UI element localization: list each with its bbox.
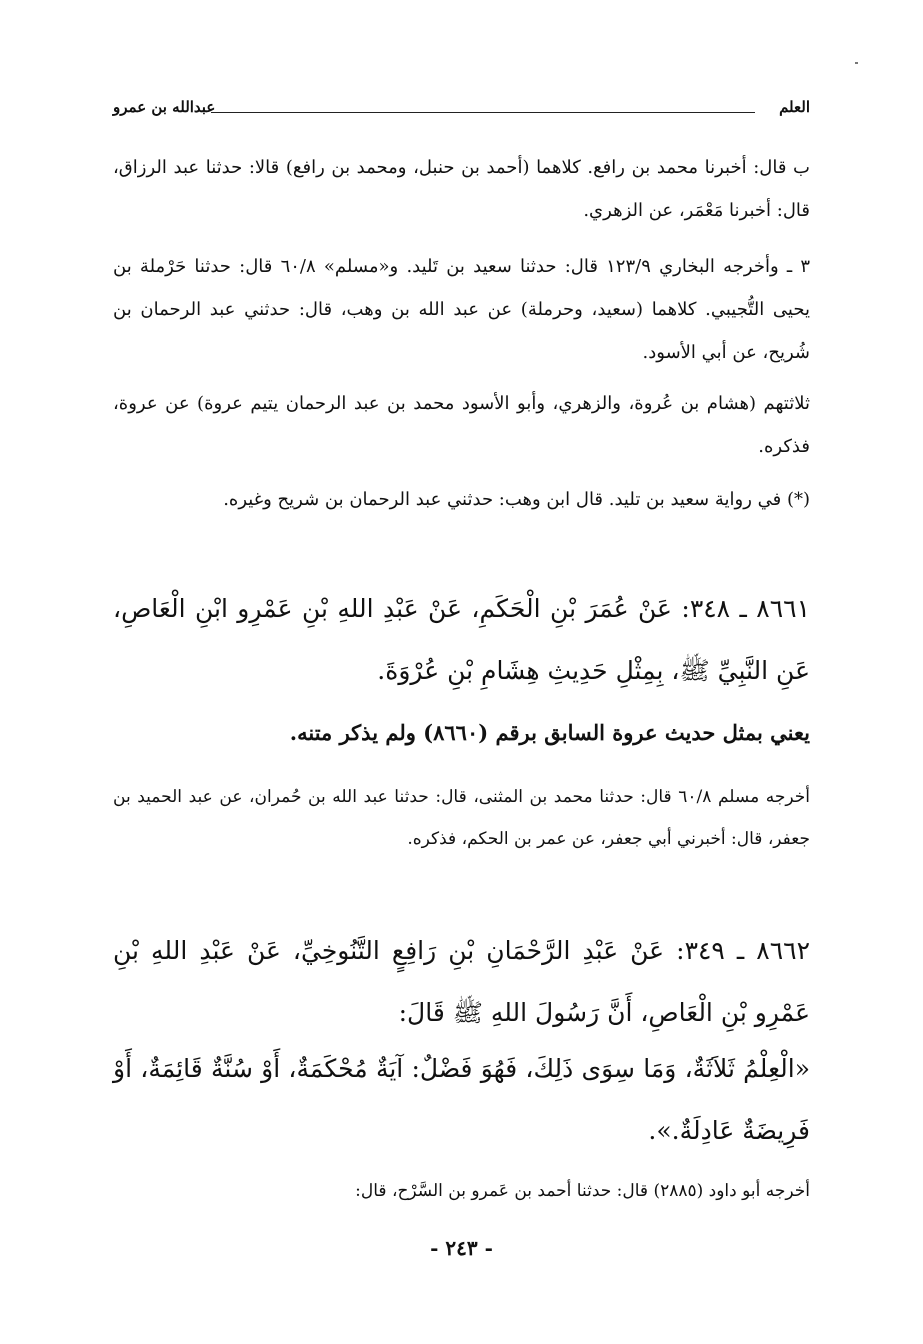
- running-header: [113, 98, 810, 124]
- hadith-8662-citation: أخرجه أبو داود (٢٨٨٥) قال: حدثنا أحمد بن عَمرو بن السَّرْح، قال:: [355, 1181, 810, 1201]
- hadith-8661: ٨٦٦١ ـ ٣٤٨: عَنْ عُمَرَ بْنِ الْحَكَمِ، عَنْ عَبْدِ اللهِ بْنِ عَمْرِو ابْنِ الْعَاصِ، عَنِ النَّبِيِّ ﷺ، بِمِثْلِ حَدِيثِ هِشَامِ بْنِ عُرْوَةَ.: [113, 594, 811, 685]
- hadith-8661-citation: أخرجه مسلم ٦٠/٨ قال: حدثنا محمد بن المثنى، قال: حدثنا عبد الله بن حُمران، عن عبد الحميد بن جعفر، قال: أخبرني أبي جعفر، عن عمر بن الحكم، فذكره.: [113, 787, 810, 849]
- scan-speck: [855, 62, 858, 64]
- note-paragraph-2: ٣ ـ وأخرجه البخاري ١٢٣/٩ قال: حدثنا سعيد بن تَليد. و«مسلم» ٦٠/٨ قال: حدثنا حَرْملة بن يحيى التُّجيبي. كلاهما (سعيد، وحرملة) عن عبد الله بن وهب، قال: حدثني عبد الرحمان بن شُريح، عن أبي الأسود.: [113, 256, 810, 363]
- hadith-8661-explanation: يعني بمثل حديث عروة السابق برقم (٨٦٦٠) ولم يذكر متنه.: [289, 720, 810, 745]
- note-paragraph-4: (*) في رواية سعيد بن تليد. قال ابن وهب: حدثني عبد الرحمان بن شريح وغيره.: [223, 489, 810, 510]
- header-narrator: عبدالله بن عمرو: [113, 98, 216, 116]
- hadith-8662-matn: «الْعِلْمُ ثَلاَثَةٌ، وَمَا سِوَى ذَلِكَ، فَهُوَ فَضْلٌ: آيَةٌ مُحْكَمَةٌ، أَوْ سُنَّةٌ قَائِمَةٌ، أَوْ فَرِيضَةٌ عَادِلَةٌ.».: [113, 1054, 810, 1145]
- note-paragraph-3: ثلاثتهم (هشام بن عُروة، والزهري، وأبو الأسود محمد بن عبد الرحمان يتيم عروة) عن عروة، فذكره.: [113, 393, 810, 457]
- note-paragraph-1: ب قال: أخبرنا محمد بن رافع. كلاهما (أحمد بن حنبل، ومحمد بن رافع) قالا: حدثنا عبد الرزاق، قال: أخبرنا مَعْمَر، عن الزهري.: [113, 157, 810, 221]
- hadith-8662-isnad: ٨٦٦٢ ـ ٣٤٩: عَنْ عَبْدِ الرَّحْمَانِ بْنِ رَافِعٍ التَّنُوخِيِّ، عَنْ عَبْدِ اللهِ بْنِ عَمْرِو بْنِ الْعَاصِ، أَنَّ رَسُولَ اللهِ ﷺ قَالَ:: [113, 936, 811, 1027]
- page-number: - ٢٤٣ -: [430, 1236, 493, 1260]
- header-section-title: العلم: [779, 98, 810, 116]
- header-rule: [211, 112, 755, 113]
